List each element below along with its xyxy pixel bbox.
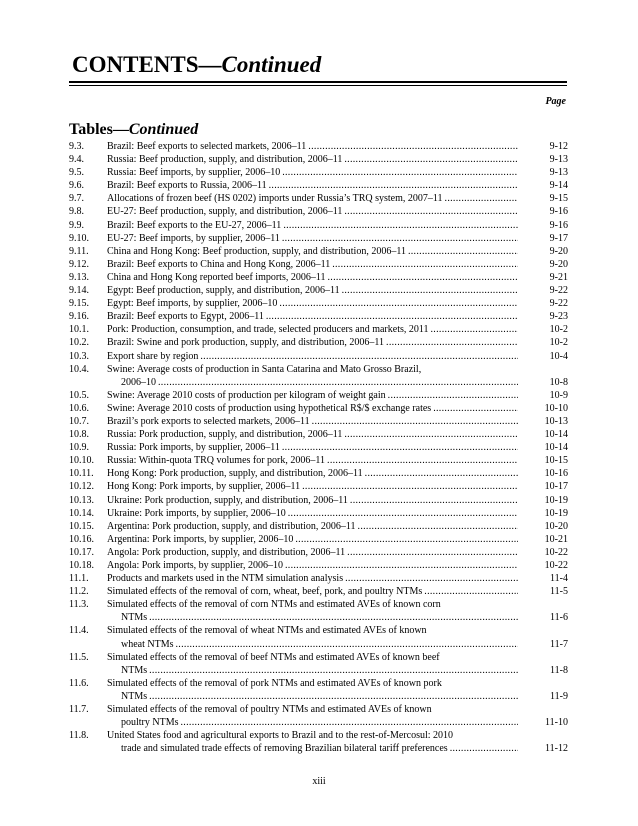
- toc-entry-title-line: Simulated effects of the removal of pork NTMs and estimated AVEs of known pork: [107, 677, 442, 689]
- toc-entry-title-line: Brazil: Swine and pork production, supply, and distribution, 2006–11: [107, 337, 385, 349]
- toc-entry[interactable]: [69, 415, 568, 428]
- toc-entry[interactable]: [69, 480, 568, 493]
- toc-dot-leader: [344, 205, 518, 218]
- toc-entry-number: 9.14.: [69, 285, 89, 297]
- toc-entry-number: 10.18.: [69, 560, 94, 571]
- toc-entry-title-line: Brazil: Beef exports to selected markets, 2006–11: [107, 141, 307, 152]
- toc-entry-number: 9.11.: [69, 245, 89, 257]
- toc-dot-leader: [312, 415, 518, 428]
- toc-entry-page: 9-17: [549, 232, 568, 244]
- toc-entry[interactable]: [69, 572, 568, 585]
- toc-entry-title-line: Russia: Within-quota TRQ volumes for pork, 2006–11: [107, 455, 326, 467]
- toc-entry-page: 9-22: [549, 285, 568, 297]
- toc-entry-title-line: Argentina: Pork production, supply, and distribution, 2006–11: [107, 520, 356, 532]
- toc-entry-page: 9-20: [549, 245, 568, 257]
- toc-dot-leader: [282, 166, 518, 179]
- toc-entry-number: 10.3.: [69, 350, 89, 362]
- toc-entry-number: 10.5.: [69, 389, 89, 401]
- toc-entry-page: 10-16: [544, 468, 568, 480]
- toc-entry-number: 10.16.: [69, 533, 94, 545]
- toc-entry[interactable]: [69, 219, 568, 232]
- toc-entry-number: 9.4.: [69, 154, 84, 166]
- toc-dot-leader: [283, 219, 518, 232]
- toc-entry[interactable]: [69, 153, 568, 166]
- toc-entry-title-line: wheat NTMs: [121, 638, 174, 650]
- toc-entry-title-line: Export share by region: [107, 350, 199, 362]
- toc-entry-number: 10.13.: [69, 494, 94, 506]
- toc-dot-leader: [266, 310, 518, 323]
- toc-dot-leader: [386, 336, 518, 349]
- toc-entry[interactable]: [69, 350, 568, 363]
- toc-entry[interactable]: [69, 323, 568, 336]
- toc-entry[interactable]: [69, 310, 568, 323]
- toc-entry-number: 9.12.: [69, 258, 89, 270]
- toc-entry-number: 10.7.: [69, 415, 89, 427]
- toc-entry[interactable]: [69, 402, 568, 415]
- toc-entry-title-line: Swine: Average 2010 costs of production per kilogram of weight gain: [107, 389, 386, 401]
- toc-entry-page: 10-9: [549, 389, 568, 401]
- toc-entry[interactable]: [69, 232, 568, 245]
- toc-entry[interactable]: [69, 651, 568, 677]
- toc-entry[interactable]: [69, 363, 568, 389]
- toc-dot-leader: [282, 232, 518, 245]
- toc-dot-leader: [408, 245, 518, 258]
- page-number: xiii: [312, 776, 326, 787]
- toc-entry-number: 11.8.: [69, 730, 89, 742]
- toc-entry[interactable]: [69, 179, 568, 192]
- toc-entry-title-line: Pork: Production, consumption, and trade, selected producers and markets, 2011: [107, 324, 429, 336]
- toc-entry-page: 10-14: [544, 429, 568, 441]
- toc-dot-leader: [269, 179, 518, 192]
- toc-entry[interactable]: [69, 494, 568, 507]
- toc-entry-title-line: Brazil: Beef exports to the EU-27, 2006–11: [107, 219, 282, 231]
- toc-entry-number: 10.8.: [69, 429, 89, 441]
- toc-entry-title-line: United States food and agricultural exports to Brazil and to the rest-of-Mercosul: 2010: [107, 730, 454, 742]
- toc-entry-page: 11-6: [550, 612, 568, 624]
- toc-entry[interactable]: [69, 598, 568, 624]
- toc-entry[interactable]: [69, 140, 568, 153]
- toc-entry-page: 10-14: [544, 442, 568, 454]
- toc-entry-page: 10-10: [544, 402, 568, 414]
- toc-entry-page: 10-2: [549, 337, 568, 349]
- toc-dot-leader: [344, 428, 518, 441]
- page-title-italic: Continued: [221, 52, 322, 77]
- toc-entry-page: 10-4: [549, 350, 568, 362]
- toc-entry[interactable]: [69, 546, 568, 559]
- toc-entry-page: 10-8: [549, 376, 568, 388]
- toc-entry-number: 9.9.: [69, 219, 84, 231]
- toc-entry-number: 11.4.: [69, 625, 89, 637]
- toc-entry-page: 10-15: [544, 455, 568, 467]
- toc-entry-title-line: Ukraine: Pork production, supply, and distribution, 2006–11: [107, 494, 348, 506]
- section-title-main: Tables—: [69, 121, 129, 138]
- toc-dot-leader: [288, 507, 518, 520]
- toc-dot-leader: [342, 284, 518, 297]
- toc-entry-title-line: Egypt: Beef imports, by supplier, 2006–10: [107, 298, 278, 310]
- toc-entry-page: 10-22: [544, 546, 568, 558]
- toc-dot-leader: [433, 402, 518, 415]
- toc-dot-leader: [149, 690, 518, 703]
- toc-dot-leader: [450, 742, 518, 755]
- toc-entry[interactable]: [69, 284, 568, 297]
- toc-entry-title-line: Russia: Pork imports, by supplier, 2006–11: [107, 442, 280, 454]
- toc-dot-leader: [176, 638, 519, 651]
- toc-dot-leader: [345, 572, 518, 585]
- toc-dot-leader: [282, 441, 518, 454]
- toc-entry-number: 10.6.: [69, 402, 89, 414]
- toc-entry-page: 10-17: [544, 481, 568, 493]
- toc-entry-number: 10.17.: [69, 546, 94, 558]
- toc-entry-title-line: China and Hong Kong: Beef production, supply, and distribution, 2006–11: [107, 245, 406, 257]
- toc-entry-title-line: Hong Kong: Pork imports, by supplier, 2006–11: [107, 481, 301, 493]
- toc-entry-title-line: Angola: Pork imports, by supplier, 2006–10: [107, 560, 283, 571]
- toc-entry-title-line: trade and simulated trade effects of removing Brazilian bilateral tariff preferences: [121, 743, 448, 755]
- toc-entry-title-line: Russia: Pork production, supply, and distribution, 2006–11: [107, 429, 343, 441]
- toc-entry[interactable]: [69, 703, 568, 729]
- toc-entry-title-line: Brazil: Beef exports to China and Hong Kong, 2006–11: [107, 258, 331, 270]
- toc-entry-page: 9-20: [549, 258, 568, 270]
- toc-dot-leader: [285, 559, 518, 572]
- toc-dot-leader: [365, 467, 518, 480]
- toc-entry-number: 11.1.: [69, 573, 89, 585]
- toc-entry-title-line: Simulated effects of the removal of beef NTMs and estimated AVEs of known beef: [107, 651, 440, 663]
- toc-entry-title-line: China and Hong Kong reported beef imports, 2006–11: [107, 271, 326, 283]
- toc-entry-page: 10-2: [549, 324, 568, 336]
- toc-entry-title-line: poultry NTMs: [121, 717, 179, 729]
- toc-entry-title-line: Brazil: Beef exports to Russia, 2006–11: [107, 180, 267, 192]
- toc-entry-title-line: Swine: Average costs of production in Santa Catarina and Mato Grosso Brazil,: [107, 363, 422, 375]
- toc-entry-title-line: Argentina: Pork imports, by supplier, 2006–10: [107, 533, 294, 545]
- toc-entry-title-line: Hong Kong: Pork production, supply, and distribution, 2006–11: [107, 468, 363, 480]
- toc-entry-number: 11.7.: [69, 704, 89, 716]
- toc-dot-leader: [347, 546, 518, 559]
- toc-entry[interactable]: [69, 729, 568, 755]
- toc-dot-leader: [431, 323, 519, 336]
- toc-entry-page: 9-15: [549, 193, 568, 205]
- toc-entry-title-line: NTMs: [121, 612, 148, 624]
- toc-entry-page: 10-22: [544, 560, 568, 571]
- toc-entry-page: 11-4: [550, 573, 568, 585]
- toc-entry-title-line: Products and markets used in the NTM simulation analysis: [107, 573, 344, 585]
- toc-entry[interactable]: [69, 441, 568, 454]
- toc-entry[interactable]: [69, 677, 568, 703]
- toc-entry-page: 9-13: [549, 154, 568, 166]
- toc-dot-leader: [200, 350, 518, 363]
- toc-dot-leader: [279, 297, 518, 310]
- toc-entry-title-line: Simulated effects of the removal of poultry NTMs and estimated AVEs of known: [107, 704, 432, 716]
- toc-entry-number: 10.1.: [69, 324, 89, 336]
- toc-entry-page: 9-16: [549, 219, 568, 231]
- toc-entry[interactable]: [69, 454, 568, 467]
- toc-entry-title-line: Simulated effects of the removal of corn, wheat, beef, pork, and poultry NTMs: [107, 586, 423, 598]
- toc-entry-number: 10.2.: [69, 337, 89, 349]
- toc-dot-leader: [158, 376, 518, 389]
- toc-entry-page: 11-12: [545, 743, 568, 755]
- toc-entry[interactable]: [69, 245, 568, 258]
- toc-entry-number: 9.13.: [69, 271, 89, 283]
- toc-entry-title-line: Allocations of frozen beef (HS 0202) imports under Russia’s TRQ system, 2007–11: [107, 193, 443, 205]
- toc-entry[interactable]: [69, 624, 568, 650]
- toc-entry[interactable]: [69, 271, 568, 284]
- toc-entry[interactable]: [69, 166, 568, 179]
- toc-entry-page: 10-13: [544, 415, 568, 427]
- toc-entry-number: 11.6.: [69, 677, 89, 689]
- toc-entry-page: 10-20: [544, 520, 568, 532]
- toc-dot-leader: [149, 664, 518, 677]
- section-title-italic: Continued: [128, 121, 199, 138]
- toc-dot-leader: [358, 520, 518, 533]
- toc-entry-page: 10-19: [544, 494, 568, 506]
- toc-entry-number: 9.6.: [69, 180, 84, 192]
- toc-entry-title-line: EU-27: Beef imports, by supplier, 2006–11: [107, 232, 280, 244]
- toc-dot-leader: [149, 611, 518, 624]
- page-title-main: CONTENTS—: [72, 52, 222, 77]
- toc-entry-number: 10.14.: [69, 507, 94, 519]
- toc-dot-leader: [327, 271, 518, 284]
- toc-entry-title-line: Brazil’s pork exports to selected markets, 2006–11: [107, 415, 310, 427]
- title-rule-thick: [69, 81, 567, 83]
- toc-entry-number: 10.15.: [69, 520, 94, 532]
- toc-entry-number: 11.3.: [69, 599, 89, 611]
- toc-entry-number: 10.11.: [69, 468, 94, 480]
- toc-entry-title-line: Angola: Pork production, supply, and distribution, 2006–11: [107, 546, 346, 558]
- toc-entry-page: 11-10: [545, 717, 568, 729]
- toc-entry[interactable]: [69, 520, 568, 533]
- toc-entry-number: 9.10.: [69, 232, 89, 244]
- toc-entry-title-line: Russia: Beef imports, by supplier, 2006–10: [107, 167, 281, 179]
- toc-entry[interactable]: [69, 428, 568, 441]
- toc-entry-page: 11-5: [550, 586, 568, 598]
- toc-entry-page: 9-16: [549, 206, 568, 218]
- toc-entry[interactable]: [69, 297, 568, 310]
- toc-entry-number: 9.15.: [69, 298, 89, 310]
- toc-entry-page: 10-21: [544, 533, 568, 545]
- toc-entry[interactable]: [69, 336, 568, 349]
- toc-entry-page: 9-13: [549, 167, 568, 179]
- toc-dot-leader: [327, 454, 518, 467]
- section-title: [69, 121, 198, 139]
- toc-entry-page: 10-19: [544, 507, 568, 519]
- toc-entry-title-line: EU-27: Beef production, supply, and distribution, 2006–11: [107, 206, 343, 218]
- toc-dot-leader: [424, 585, 518, 598]
- toc-entry-title-line: Simulated effects of the removal of wheat NTMs and estimated AVEs of known: [107, 625, 427, 637]
- toc-entry[interactable]: [69, 467, 568, 480]
- toc-entry[interactable]: [69, 192, 568, 205]
- toc-entry-number: 10.12.: [69, 481, 94, 493]
- toc-entry-number: 9.5.: [69, 167, 84, 179]
- title-rule-thin: [69, 85, 567, 86]
- toc-entry-number: 10.9.: [69, 442, 89, 454]
- toc-dot-leader: [181, 716, 519, 729]
- toc-entry[interactable]: [69, 559, 568, 572]
- toc-entry-title-line: Brazil: Beef exports to Egypt, 2006–11: [107, 311, 264, 323]
- toc-entry[interactable]: [69, 389, 568, 402]
- toc-entry-title-line: Russia: Beef production, supply, and distribution, 2006–11: [107, 154, 343, 166]
- toc-dot-leader: [302, 480, 518, 493]
- toc-entry-title-line: Egypt: Beef production, supply, and distribution, 2006–11: [107, 285, 340, 297]
- toc-entry-title-line: NTMs: [121, 690, 148, 702]
- toc-entry-title-line: NTMs: [121, 664, 148, 676]
- toc-entry-number: 9.16.: [69, 311, 89, 323]
- toc-entry-number: 9.8.: [69, 206, 84, 218]
- toc-dot-leader: [350, 494, 518, 507]
- toc-dot-leader: [332, 258, 518, 271]
- toc-entry[interactable]: [69, 507, 568, 520]
- toc-entry-number: 10.10.: [69, 455, 94, 467]
- toc-entry-number: 9.7.: [69, 193, 84, 205]
- toc-dot-leader: [445, 192, 518, 205]
- toc-entry-page: 9-14: [549, 180, 568, 192]
- toc-dot-leader: [388, 389, 518, 402]
- toc-entry-title-line: Swine: Average 2010 costs of production using hypothetical R$/$ exchange rates: [107, 402, 432, 414]
- toc-entry-page: 11-9: [550, 690, 568, 702]
- toc-entry-page: 9-21: [549, 271, 568, 283]
- toc-entry[interactable]: [69, 585, 568, 598]
- toc-entry-number: 11.5.: [69, 651, 89, 663]
- page-title: [72, 52, 321, 78]
- toc-entry[interactable]: [69, 258, 568, 271]
- toc-dot-leader: [344, 153, 518, 166]
- toc-entry-page: 9-22: [549, 298, 568, 310]
- page-column-header: Page: [545, 96, 566, 107]
- toc-list: [69, 140, 568, 755]
- toc-entry-title-line: 2006–10: [121, 376, 156, 388]
- toc-entry-number: 9.3.: [69, 141, 84, 152]
- toc-entry-page: 11-7: [550, 638, 568, 650]
- toc-entry-number: 10.4.: [69, 363, 89, 375]
- toc-entry-number: 11.2.: [69, 586, 89, 598]
- toc-entry-title-line: Ukraine: Pork imports, by supplier, 2006–10: [107, 507, 286, 519]
- toc-entry-page: 9-12: [549, 141, 568, 152]
- toc-entry-title-line: Simulated effects of the removal of corn NTMs and estimated AVEs of known corn: [107, 599, 441, 611]
- toc-entry[interactable]: [69, 205, 568, 218]
- toc-dot-leader: [308, 140, 518, 153]
- toc-entry[interactable]: [69, 533, 568, 546]
- toc-dot-leader: [295, 533, 518, 546]
- toc-entry-page: 9-23: [549, 311, 568, 323]
- toc-entry-page: 11-8: [550, 664, 568, 676]
